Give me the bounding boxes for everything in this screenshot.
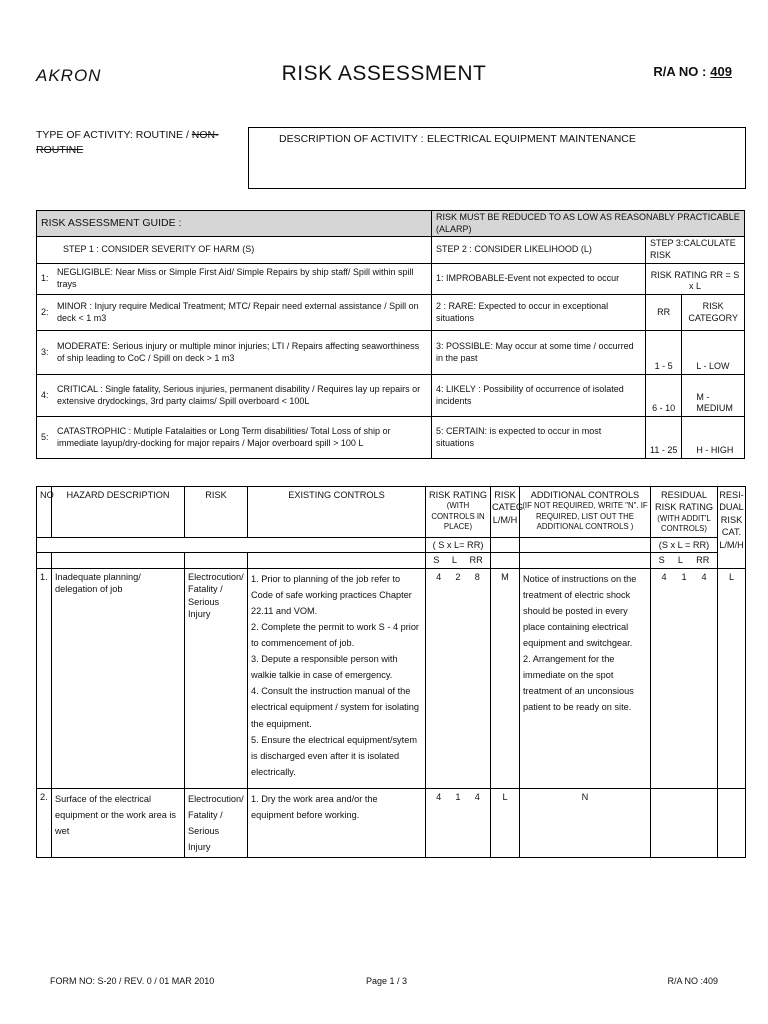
rr-head: RR xyxy=(469,555,483,566)
col-risk-category: RISK CATEG L/M/H xyxy=(491,487,520,538)
severity-num: 2: xyxy=(37,295,54,331)
row-rating xyxy=(426,788,491,857)
rating-formula: ( S x L= RR) xyxy=(426,537,491,552)
row-rs: 4 xyxy=(661,571,667,582)
row-l: 2 xyxy=(455,571,461,582)
rr-range: 11 - 25 xyxy=(646,417,682,459)
severity-num: 4: xyxy=(37,375,54,417)
col-residual-category: RESI-DUAL RISK CAT. L/M/H xyxy=(718,487,746,569)
row-residual-category: L xyxy=(718,568,746,788)
description-value: ELECTRICAL EQUIPMENT MAINTENANCE xyxy=(427,133,636,145)
step3-heading: STEP 3:CALCULATE RISK xyxy=(646,237,745,263)
step2-heading: STEP 2 : CONSIDER LIKELIHOOD (L) xyxy=(432,237,646,263)
severity-num: 3: xyxy=(37,331,54,375)
row-no: 1. xyxy=(37,568,52,788)
row-hazard: Surface of the electrical equipment or the work area is wet xyxy=(52,788,185,857)
row-rr: 4 xyxy=(474,791,480,802)
ra-number-header xyxy=(653,64,732,79)
row-rr: 8 xyxy=(474,571,480,582)
row-hazard: Inadequate planning/ delegation of job xyxy=(52,568,185,788)
row-risk: Electrocution/ Fatality / Serious Injury xyxy=(185,788,248,857)
page-title: RISK ASSESSMENT xyxy=(281,62,487,85)
residual-formula: (S x L = RR) xyxy=(651,537,718,552)
severity-num: 1: xyxy=(37,263,54,294)
table-row xyxy=(37,788,746,857)
s-head: S xyxy=(658,555,665,566)
severity-num: 5: xyxy=(37,417,54,459)
row-risk: Electrocution/ Fatality / Serious Injury xyxy=(185,568,248,788)
severity-text: MODERATE: Serious injury or multiple minor injuries; LTI / Repairs affecting seaworthiness of ship leading to CoC / Spill on deck > 1 m3 xyxy=(53,331,432,375)
row-rl: 1 xyxy=(681,571,687,582)
guide-heading: RISK ASSESSMENT GUIDE : xyxy=(37,211,432,237)
col-risk: RISK xyxy=(185,487,248,538)
row-rating xyxy=(426,568,491,788)
alarp-statement: RISK MUST BE REDUCED TO AS LOW AS REASONABLY PRACTICABLE (ALARP) xyxy=(432,211,745,237)
residual-srr-header xyxy=(651,553,718,568)
srr-header xyxy=(426,553,491,568)
risk-category: M - MEDIUM xyxy=(682,375,745,417)
row-residual-rating xyxy=(651,568,718,788)
row-rrr: 4 xyxy=(701,571,707,582)
severity-text: CRITICAL : Single fatality, Serious injuries, permanent disability / Requires lay up repairs or extensive drydockings, 3rd party claims/ Spill overboard < 100L xyxy=(53,375,432,417)
likelihood-text: 4: LIKELY : Possibility of occurrence of isolated incidents xyxy=(432,375,646,417)
risk-category: L - LOW xyxy=(682,331,745,375)
description-label: DESCRIPTION OF ACTIVITY : xyxy=(279,133,424,145)
ra-number: 409 xyxy=(710,64,732,79)
row-residual-category xyxy=(718,788,746,857)
row-additional: Notice of instructions on the treatment of electric shock should be posted in every place containing electrical equipment and switchgear. 2. Arrangement for the immediate on the spot treatment of an unconsious patient to be ready on site. xyxy=(520,568,651,788)
activity-type-struck: NON-ROUTINE xyxy=(36,129,219,157)
footer-page: Page 1 / 3 xyxy=(366,976,408,986)
table-row xyxy=(37,568,746,788)
rr-formula: RISK RATING RR = S x L xyxy=(646,263,745,294)
activity-type xyxy=(36,128,236,158)
col-hazard: HAZARD DESCRIPTION xyxy=(52,487,185,538)
row-s: 4 xyxy=(436,571,442,582)
likelihood-text: 3: POSSIBLE: May occur at some time / occurred in the past xyxy=(432,331,646,375)
likelihood-text: 1: IMPROBABLE-Event not expected to occur xyxy=(432,263,646,294)
severity-text: NEGLIGIBLE: Near Miss or Simple First Aid/ Simple Repairs by ship staff/ Spill within spill trays xyxy=(53,263,432,294)
footer-ra-number: R/A NO :409 xyxy=(667,976,718,986)
activity-type-label: TYPE OF ACTIVITY: ROUTINE / xyxy=(36,129,192,141)
col-residual-rating xyxy=(651,487,718,538)
step1-heading: STEP 1 : CONSIDER SEVERITY OF HARM (S) xyxy=(37,237,432,263)
additional-subtitle: (IF NOT REQUIRED, WRITE "N". IF REQUIRED, LIST OUT THE ADDITIONAL CONTROLS ) xyxy=(522,501,648,532)
l-head: L xyxy=(677,555,683,566)
col-no: NO xyxy=(37,487,52,538)
likelihood-text: 2 : RARE: Expected to occur in exceptional situations xyxy=(432,295,646,331)
row-no: 2. xyxy=(37,788,52,857)
rr-range: 6 - 10 xyxy=(646,375,682,417)
col-controls: EXISTING CONTROLS xyxy=(248,487,426,538)
severity-text: MINOR : Injury require Medical Treatment; MTC/ Repair need external assistance / Spill on deck < 1 m3 xyxy=(53,295,432,331)
hazard-table xyxy=(36,486,746,858)
row-controls: 1. Dry the work area and/or the equipment before working. xyxy=(248,788,426,857)
residual-subtitle: (WITH ADDIT'L CONTROLS) xyxy=(657,513,711,534)
likelihood-text: 5: CERTAIN: is expected to occur in most situations xyxy=(432,417,646,459)
rr-col-head: RR xyxy=(646,295,682,331)
risk-assessment-guide xyxy=(36,210,745,459)
row-s: 4 xyxy=(436,791,442,802)
row-category: L xyxy=(491,788,520,857)
col-risk-rating xyxy=(426,487,491,538)
risk-category-head: RISK CATEGORY xyxy=(682,295,745,331)
rr-range: 1 - 5 xyxy=(646,331,682,375)
row-category: M xyxy=(491,568,520,788)
risk-rating-title: RISK RATING xyxy=(428,490,488,500)
footer-form-number: FORM NO: S-20 / REV. 0 / 01 MAR 2010 xyxy=(50,976,215,986)
severity-text: CATASTROPHIC : Mutiple Fatalaities or Long Term disabilities/ Total Loss of ship or immediate layup/dry-docking for major repairs / Major overboard spill > 100 L xyxy=(53,417,432,459)
row-additional: N xyxy=(520,788,651,857)
s-head: S xyxy=(433,555,440,566)
company-logo: AKRON xyxy=(36,66,102,85)
row-l: 1 xyxy=(455,791,461,802)
risk-category: H - HIGH xyxy=(682,417,745,459)
col-additional-controls xyxy=(520,487,651,538)
rr-head: RR xyxy=(696,555,710,566)
row-residual-rating xyxy=(651,788,718,857)
residual-title: RESIDUAL RISK RATING xyxy=(654,490,714,513)
ra-label: R/A NO : xyxy=(653,64,707,79)
l-head: L xyxy=(451,555,457,566)
additional-title: ADDITIONAL CONTROLS xyxy=(530,490,640,500)
activity-description-box xyxy=(248,127,746,189)
risk-rating-subtitle: (WITH CONTROLS IN PLACE) xyxy=(431,501,485,531)
row-controls: 1. Prior to planning of the job refer to Code of safe working practices Chapter 22.11 and VOM. 2. Complete the permit to work S - 4 prior to commencement of job. 3. Depute a responsible person with walkie talkie in case of emergency. 4. Consult the instruction manual of the electrical equipment / system for isolating the equipment. 5. Ensure the electrical equipment/sytem is discharged even after it is isolated electrically. xyxy=(248,568,426,788)
